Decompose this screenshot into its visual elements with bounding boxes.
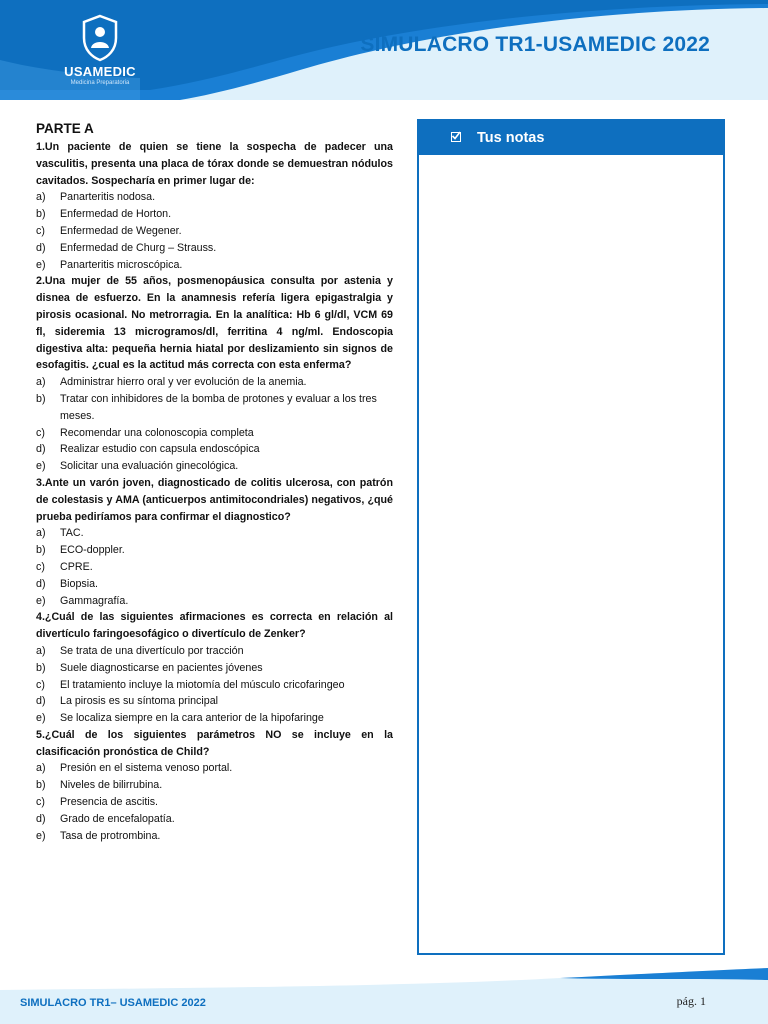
answer-option (36, 794, 393, 811)
exam-content (36, 120, 393, 844)
option-letter: a) (36, 527, 46, 540)
option-letter: a) (36, 376, 46, 389)
footer-wave (0, 968, 768, 1024)
option-text: Se trata de una divertículo por tracción (60, 644, 244, 657)
checkbox-icon (451, 132, 461, 142)
question-text: 5.¿Cuál de los siguientes parámetros NO se incluye en la clasificación pronóstica de Child? (36, 728, 393, 758)
notes-header (419, 121, 723, 155)
answer-option (36, 760, 393, 777)
option-letter: d) (36, 443, 46, 456)
option-text: Recomendar una colonoscopia completa (60, 426, 254, 439)
option-text: Gammagrafía. (60, 594, 129, 607)
logo-name: USAMEDIC (64, 64, 136, 79)
option-letter: b) (36, 544, 46, 557)
option-text: Realizar estudio con capsula endoscópica (60, 443, 260, 456)
answer-option (36, 206, 393, 223)
option-letter: e) (36, 712, 46, 725)
answer-option (36, 576, 393, 593)
answer-option (36, 189, 393, 206)
question-list (36, 139, 393, 844)
option-letter: a) (36, 762, 46, 775)
option-letter: a) (36, 644, 46, 657)
page-number: pág. 1 (676, 994, 706, 1008)
option-letter: e) (36, 829, 46, 842)
option-letter: d) (36, 812, 46, 825)
option-letter: a) (36, 191, 46, 204)
question-text: 2.Una mujer de 55 años, posmenopáusica consulta por astenia y disnea de esfuerzo. En la anamnesis refería ligera epigastralgia y pirosis ocasional. No metrorragia. En la analítica: Hb 6 gl/dl, VCM 69 fl, sideremia 13 microgramos/dl, ferritina 4 ng/ml. Endoscopia digestiva alta: pequeña hernia hiatal por deslizamiento sin signos de esofagitis. ¿cual es la actitud más correcta con esta enferma? (36, 275, 393, 372)
footer-label: SIMULACRO TR1– USAMEDIC 2022 (20, 997, 206, 1009)
option-text: Solicitar una evaluación ginecológica. (60, 460, 239, 473)
answer-option (36, 559, 393, 576)
answer-option (36, 677, 393, 694)
answer-option (36, 660, 393, 677)
option-text: Se localiza siempre en la cara anterior de la hipofaringe (60, 712, 324, 725)
option-text: Presencia de ascitis. (60, 796, 159, 809)
option-text: Panarteritis microscópica. (60, 258, 183, 271)
option-letter: d) (36, 695, 46, 708)
option-text: Enfermedad de Horton. (60, 208, 172, 221)
shield-icon (80, 14, 120, 62)
answer-option (36, 458, 393, 475)
option-text: Tasa de protrombina. (60, 829, 161, 842)
answer-option (36, 223, 393, 240)
logo-tagline: Medicina Preparatoria (70, 80, 130, 86)
answer-option (36, 777, 393, 794)
answer-option (36, 593, 393, 610)
question-text: 3.Ante un varón joven, diagnosticado de colitis ulcerosa, con patrón de colestasis y AMA (anticuerpos antimitocondriales) negativos, ¿qué prueba pediríamos para confirmar el diagnostico? (36, 476, 393, 523)
option-letter: c) (36, 678, 45, 691)
option-letter: c) (36, 224, 45, 237)
option-letter: c) (36, 426, 45, 439)
option-text: La pirosis es su síntoma principal (60, 695, 219, 708)
option-letter: b) (36, 661, 46, 674)
answer-option (36, 525, 393, 542)
option-text: CPRE. (60, 560, 93, 573)
question-text: 4.¿Cuál de las siguientes afirmaciones es correcta en relación al divertículo faringoesofágico o divertículo de Zenker? (36, 611, 393, 641)
option-letter: e) (36, 594, 46, 607)
option-letter: e) (36, 258, 46, 271)
answer-option (36, 441, 393, 458)
option-letter: d) (36, 577, 46, 590)
option-text: Administrar hierro oral y ver evolución de la anemia. (60, 376, 307, 389)
option-letter: c) (36, 796, 45, 809)
answer-option (36, 828, 393, 845)
answer-option (36, 710, 393, 727)
option-text: Suele diagnosticarse en pacientes jóvenes (60, 661, 263, 674)
option-letter: b) (36, 779, 46, 792)
option-text: Tratar con inhibidores de la bomba de protones y evaluar a los tres meses. (60, 392, 377, 422)
option-letter: b) (36, 208, 46, 221)
option-text: Enfermedad de Wegener. (60, 224, 182, 237)
answer-option (36, 643, 393, 660)
option-letter: d) (36, 241, 46, 254)
answer-option (36, 425, 393, 442)
option-letter: c) (36, 560, 45, 573)
option-text: Niveles de bilirrubina. (60, 779, 163, 792)
answer-option (36, 240, 393, 257)
answer-option (36, 542, 393, 559)
answer-option (36, 811, 393, 828)
option-letter: e) (36, 460, 46, 473)
option-text: Biopsia. (60, 577, 99, 590)
document-title: SIMULACRO TR1-USAMEDIC 2022 (360, 33, 710, 56)
notes-title: Tus notas (477, 130, 545, 146)
option-text: ECO-doppler. (60, 544, 125, 557)
notes-panel[interactable] (417, 119, 725, 955)
option-text: Grado de encefalopatía. (60, 812, 175, 825)
answer-option (36, 257, 393, 274)
option-text: Presión en el sistema venoso portal. (60, 762, 233, 775)
option-text: Panarteritis nodosa. (60, 191, 156, 204)
answer-option (36, 693, 393, 710)
answer-option (36, 374, 393, 391)
answer-option (36, 391, 393, 425)
question-text: 1.Un paciente de quien se tiene la sospecha de padecer una vasculitis, presenta una placa de tórax donde se demuestran nódulos cavitados. Sospecharía en primer lugar de: (36, 141, 393, 187)
option-text: TAC. (60, 527, 84, 540)
section-title: PARTE A (36, 121, 94, 136)
option-text: El tratamiento incluye la miotomía del músculo cricofaringeo (60, 678, 345, 691)
option-text: Enfermedad de Churg – Strauss. (60, 241, 217, 254)
option-letter: b) (36, 392, 46, 405)
usamedic-logo (50, 14, 150, 100)
